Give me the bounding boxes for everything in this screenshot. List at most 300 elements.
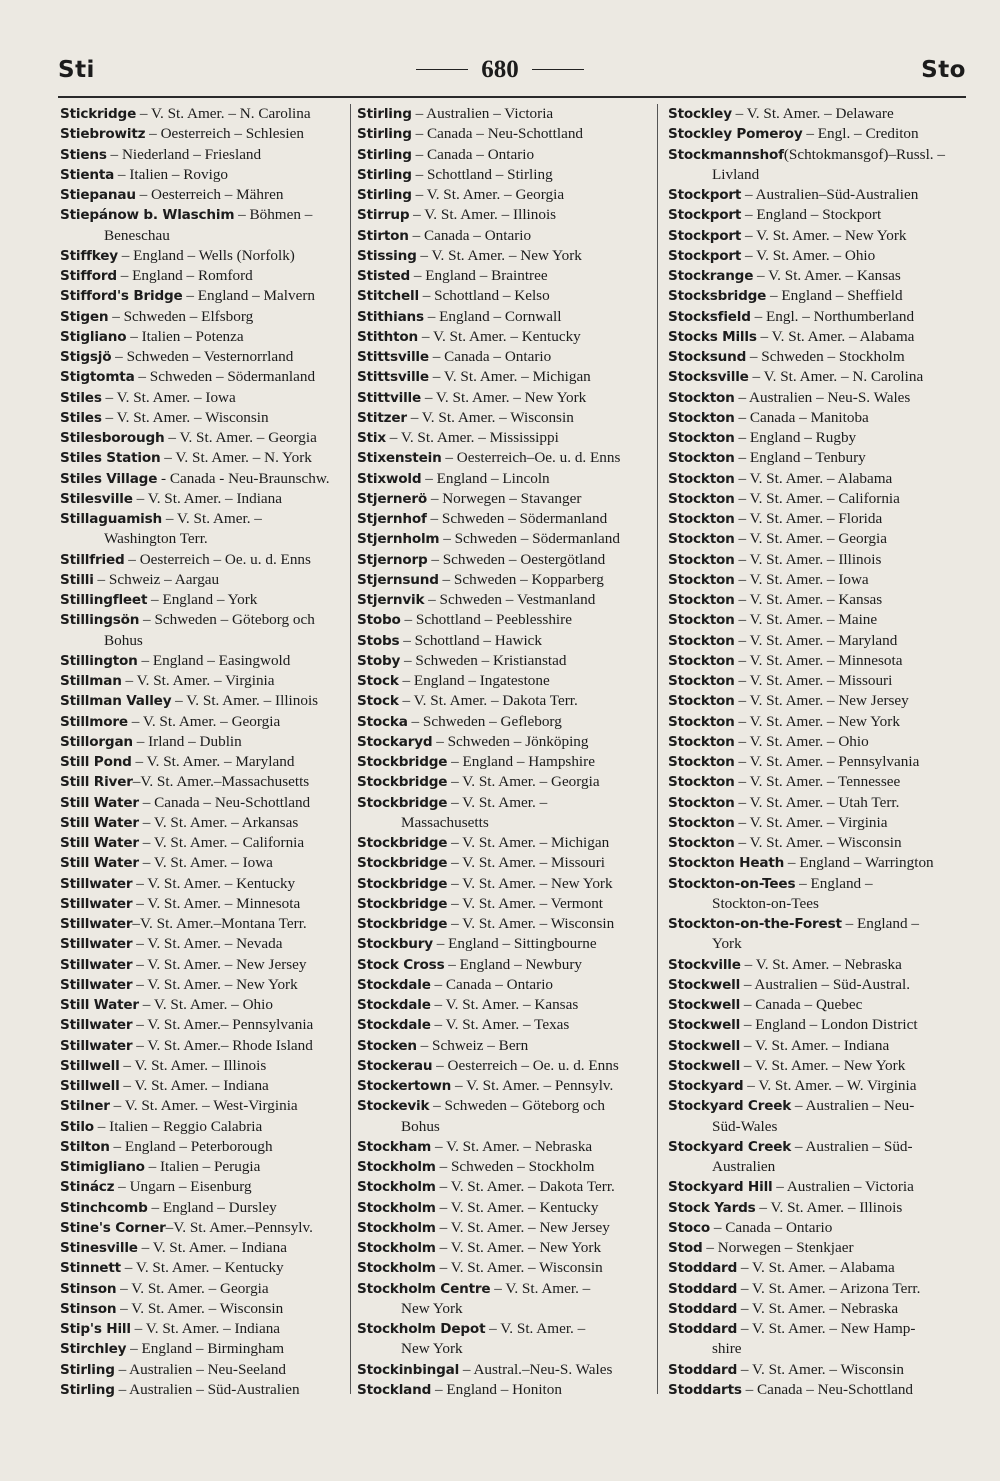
entry-headword: Stillington bbox=[60, 652, 138, 669]
entry-headword: Stock bbox=[357, 693, 399, 710]
entry-headword: Stockton-on-the-Forest bbox=[668, 916, 842, 932]
gazetteer-entry bbox=[668, 145, 968, 186]
entry-headword: Stiens bbox=[60, 146, 107, 163]
entry-location: – V. St. Amer. – Indiana bbox=[740, 1036, 890, 1054]
entry-headword: Stinchcomb bbox=[60, 1199, 148, 1216]
entry-location: – V. St. Amer. – Maine bbox=[734, 611, 878, 629]
entry-location: – V. St. Amer. – Indiana bbox=[132, 489, 282, 507]
entry-location: – V. St. Amer. – Illinois bbox=[409, 206, 557, 224]
gazetteer-entry bbox=[668, 1380, 968, 1400]
gazetteer-entry bbox=[668, 1319, 968, 1360]
entry-location: – V. St. Amer. – Indiana bbox=[130, 1320, 281, 1337]
gazetteer-entry bbox=[357, 509, 653, 529]
gazetteer-entry bbox=[668, 550, 968, 570]
entry-location: – V. St. Amer. – Wisconsin bbox=[447, 915, 615, 932]
entry-location: – V. St. Amer. – Maryland bbox=[734, 631, 898, 649]
gazetteer-entry bbox=[357, 934, 653, 954]
entry-headword: Stockyard Creek bbox=[668, 1098, 792, 1115]
entry-location: – England – Romford bbox=[116, 267, 253, 284]
gazetteer-entry bbox=[357, 408, 653, 428]
gazetteer-entry bbox=[668, 185, 968, 205]
entry-location: – Engl. – Northumberland bbox=[750, 307, 915, 325]
entry-headword: Still Water bbox=[60, 997, 139, 1013]
entry-headword: Stod bbox=[668, 1240, 703, 1256]
gazetteer-entry bbox=[668, 448, 968, 468]
gazetteer-entry bbox=[357, 995, 653, 1015]
gazetteer-entry bbox=[60, 712, 348, 732]
entry-headword: Stockton bbox=[668, 592, 735, 608]
entry-headword: Stittsville bbox=[357, 349, 429, 365]
entry-headword: Stitchell bbox=[357, 288, 419, 305]
gazetteer-entry bbox=[357, 793, 653, 834]
gazetteer-entry bbox=[668, 631, 968, 651]
entry-location: – Schweden – Södermanland bbox=[134, 368, 316, 386]
gazetteer-entry bbox=[60, 1299, 348, 1319]
gazetteer-entry bbox=[357, 712, 653, 732]
entry-location: – V. St. Amer. – bbox=[162, 510, 262, 527]
gazetteer-entry bbox=[60, 874, 348, 894]
entry-location: – V. St. Amer. – Virginia bbox=[121, 672, 275, 689]
gazetteer-entry bbox=[357, 1157, 653, 1177]
entry-continuation: Livland bbox=[712, 165, 760, 183]
gazetteer-entry bbox=[668, 853, 968, 873]
entry-location: – Niederland – Friesland bbox=[106, 145, 262, 163]
gazetteer-entry bbox=[60, 671, 348, 691]
entry-location: – Canada – Ontario bbox=[408, 226, 532, 244]
entry-headword: Stillmore bbox=[60, 713, 128, 730]
entry-headword: Stirling bbox=[357, 187, 412, 203]
entry-location: – V. St. Amer. – Kansas bbox=[753, 267, 901, 284]
gazetteer-entry bbox=[60, 1198, 348, 1218]
gazetteer-entry bbox=[357, 752, 653, 772]
gazetteer-entry bbox=[60, 1279, 348, 1299]
gazetteer-entry bbox=[668, 975, 968, 995]
page-number-header bbox=[400, 50, 600, 90]
gazetteer-entry bbox=[60, 1380, 348, 1400]
gazetteer-entry bbox=[60, 1076, 348, 1096]
entry-location: – England – Easingwold bbox=[137, 651, 291, 669]
entry-location: – V. St. Amer. – Pennsylvania bbox=[734, 753, 920, 770]
entry-location: – England – bbox=[841, 915, 919, 932]
entry-headword: Stillwater bbox=[60, 875, 133, 892]
gazetteer-entry bbox=[60, 1137, 348, 1157]
gazetteer-entry bbox=[60, 388, 348, 408]
entry-location: – V. St. Amer. – Arkansas bbox=[138, 813, 299, 831]
gazetteer-entry bbox=[668, 509, 968, 529]
entry-location: – Canada – Ontario bbox=[428, 348, 552, 365]
entry-location: – England – Malvern bbox=[182, 287, 315, 305]
gazetteer-entry bbox=[668, 1299, 968, 1319]
entry-headword: Stjernhof bbox=[357, 511, 427, 527]
entry-headword: Stockholm Depot bbox=[357, 1321, 486, 1337]
entry-location: – V. St. Amer.– Pennsylvania bbox=[132, 1016, 314, 1034]
entry-headword: Stixwold bbox=[357, 470, 422, 487]
entry-headword: Stithton bbox=[357, 328, 419, 345]
gazetteer-entry bbox=[60, 732, 348, 752]
entry-headword: Stillwell bbox=[60, 1078, 120, 1094]
entry-headword: Stiles Village bbox=[60, 470, 158, 487]
entry-location: – V. St. Amer. – W. Virginia bbox=[743, 1077, 917, 1094]
gazetteer-entry bbox=[357, 1319, 653, 1360]
entry-continuation: Bohus bbox=[104, 631, 143, 649]
gazetteer-entry bbox=[668, 1096, 968, 1137]
entry-location: – V. St. Amer. – bbox=[490, 1279, 591, 1297]
entry-headword: Stockbridge bbox=[357, 916, 448, 932]
entry-location: – V. St. Amer. – Missouri bbox=[447, 854, 605, 872]
entry-headword: Stockbury bbox=[357, 936, 433, 953]
entry-continuation: New York bbox=[401, 1340, 463, 1358]
entry-headword: Stixenstein bbox=[357, 450, 442, 467]
entry-continuation: New York bbox=[401, 1299, 463, 1317]
entry-location: – V. St. Amer. – Kentucky bbox=[132, 874, 296, 892]
entry-headword: Stickridge bbox=[60, 106, 137, 122]
header-dash-left bbox=[416, 69, 468, 70]
entry-location: – V. St. Amer. – Ohio bbox=[138, 996, 273, 1013]
entry-continuation: Stockton-on-Tees bbox=[712, 894, 819, 912]
entry-headword: Stockton bbox=[668, 470, 735, 487]
gazetteer-entry bbox=[60, 286, 348, 306]
entry-location: – Australien – Süd-Australien bbox=[114, 1380, 300, 1398]
gazetteer-entry bbox=[668, 955, 968, 975]
entry-location: – V. St. Amer. – Indiana bbox=[137, 1239, 287, 1256]
entry-headword: Stockerau bbox=[357, 1057, 433, 1074]
entry-location: – V. St. Amer. – Minnesota bbox=[734, 651, 903, 669]
entry-location: – England – York bbox=[147, 591, 258, 608]
gazetteer-entry bbox=[60, 1177, 348, 1197]
gazetteer-entry bbox=[60, 934, 348, 954]
entry-headword: Stigliano bbox=[60, 328, 127, 345]
entry-headword: Stigsjö bbox=[60, 349, 112, 365]
entry-location: – V. St. Amer. – Illinois bbox=[734, 550, 882, 568]
entry-headword: Stockwell bbox=[668, 1057, 741, 1074]
entry-headword: Stobs bbox=[357, 632, 400, 649]
entry-location: – England – Ingatestone bbox=[398, 672, 550, 689]
column-divider bbox=[657, 104, 658, 1394]
entry-location: – Italien – Perugia bbox=[144, 1158, 261, 1175]
entry-headword: Stirton bbox=[357, 227, 409, 244]
entry-location: – Oesterreich – Oe. u. d. Enns bbox=[124, 550, 311, 568]
entry-location: – V. St. Amer. – Wisconsin bbox=[435, 1259, 603, 1277]
entry-location: – Canada – Manitoba bbox=[734, 408, 869, 426]
gazetteer-entry bbox=[668, 793, 968, 813]
entry-headword: Stock Yards bbox=[668, 1199, 756, 1216]
entry-headword: Stoddard bbox=[668, 1260, 738, 1277]
entry-headword: Stockville bbox=[668, 956, 741, 973]
entry-headword: Stilesville bbox=[60, 490, 133, 507]
gazetteer-entry bbox=[60, 327, 348, 347]
entry-location: – England – Dursley bbox=[147, 1198, 277, 1216]
gazetteer-entry bbox=[60, 347, 348, 367]
gazetteer-entry bbox=[668, 529, 968, 549]
entry-headword: Stillwater bbox=[60, 976, 133, 993]
gazetteer-entry bbox=[60, 651, 348, 671]
gazetteer-entry bbox=[60, 448, 348, 468]
entry-headword: Stine's Corner bbox=[60, 1219, 166, 1236]
entry-continuation: Süd-Wales bbox=[712, 1117, 778, 1135]
entry-location: - Canada - Neu-Braunschw. bbox=[157, 469, 330, 487]
entry-headword: Stillingfleet bbox=[60, 592, 148, 608]
column-2 bbox=[357, 104, 653, 1400]
gazetteer-entry bbox=[357, 914, 653, 934]
entry-headword: Stirling bbox=[60, 1381, 115, 1398]
entry-location: – V. St. Amer. – Mississippi bbox=[385, 429, 559, 446]
gazetteer-entry bbox=[357, 185, 653, 205]
entry-headword: Stockmannshof bbox=[668, 146, 784, 163]
gazetteer-entry bbox=[60, 469, 348, 489]
gazetteer-entry bbox=[357, 955, 653, 975]
entry-headword: Stjernorp bbox=[357, 551, 428, 568]
entry-headword: Stockton bbox=[668, 673, 735, 689]
gazetteer-entry bbox=[357, 1198, 653, 1218]
entry-headword: Stillwater bbox=[60, 956, 133, 973]
entry-location: – Schweden – Jönköping bbox=[432, 732, 589, 750]
gazetteer-entry bbox=[357, 104, 653, 124]
entry-headword: Stockbridge bbox=[357, 794, 448, 811]
gazetteer-entry bbox=[357, 874, 653, 894]
gazetteer-entry bbox=[357, 691, 653, 711]
entry-location: – V. St. Amer. – Wisconsin bbox=[737, 1360, 905, 1378]
entry-headword: Stockton bbox=[668, 531, 735, 548]
entry-location: – Böhmen – bbox=[234, 206, 313, 224]
entry-location: –V. St. Amer.–Montana Terr. bbox=[132, 915, 307, 932]
gazetteer-entry bbox=[357, 732, 653, 752]
gazetteer-entry bbox=[668, 590, 968, 610]
entry-location: – England – Lincoln bbox=[421, 469, 550, 487]
entry-headword: Stisted bbox=[357, 268, 411, 284]
entry-location: – Italien – Potenza bbox=[126, 327, 244, 345]
gazetteer-entry bbox=[60, 124, 348, 144]
running-head-left: Sti bbox=[58, 57, 95, 83]
gazetteer-entry bbox=[668, 1177, 968, 1197]
gazetteer-entry bbox=[668, 1279, 968, 1299]
entry-headword: Stockinbingal bbox=[357, 1361, 460, 1378]
gazetteer-entry bbox=[60, 1339, 348, 1359]
entry-location: – V. St. Amer. – Tennessee bbox=[734, 773, 901, 791]
entry-headword: Stockbridge bbox=[357, 774, 448, 791]
entry-headword: Stocken bbox=[357, 1037, 417, 1054]
gazetteer-entry bbox=[668, 874, 968, 915]
entry-location: – England – Peterborough bbox=[109, 1137, 273, 1155]
gazetteer-entry bbox=[357, 833, 653, 853]
gazetteer-entry bbox=[357, 266, 653, 286]
gazetteer-entry bbox=[60, 610, 348, 651]
entry-location: – V. St. Amer. – Wisconsin bbox=[101, 408, 269, 426]
entry-location: – England – London District bbox=[740, 1016, 918, 1034]
entry-location: – Engl. – Crediton bbox=[802, 125, 919, 143]
gazetteer-entry bbox=[60, 307, 348, 327]
gazetteer-entry bbox=[668, 367, 968, 387]
entry-headword: Stockbridge bbox=[357, 835, 448, 851]
entry-headword: Stockholm bbox=[357, 1159, 436, 1175]
entry-location: – Australien – Süd-Austral. bbox=[740, 975, 911, 993]
gazetteer-entry bbox=[60, 691, 348, 711]
entry-location: – Schweden – Elfsborg bbox=[108, 307, 254, 325]
entry-location: – Schottland – Stirling bbox=[411, 165, 553, 183]
entry-headword: Still Water bbox=[60, 855, 139, 872]
entry-headword: Stockholm bbox=[357, 1219, 436, 1236]
entry-headword: Stockton bbox=[668, 794, 735, 811]
gazetteer-entry bbox=[668, 671, 968, 691]
entry-headword: Stocksbridge bbox=[668, 288, 767, 305]
entry-headword: Stockholm bbox=[357, 1260, 436, 1277]
entry-headword: Stjernholm bbox=[357, 531, 440, 548]
entry-location: – Australien – Victoria bbox=[772, 1178, 914, 1196]
entry-headword: Stockdale bbox=[357, 976, 431, 993]
entry-location: – England – Honiton bbox=[431, 1380, 562, 1398]
entry-headword: Stock Cross bbox=[357, 956, 445, 973]
entry-headword: Stobo bbox=[357, 612, 401, 629]
entry-location: – V. St. Amer. – New York bbox=[740, 1056, 906, 1074]
entry-headword: Stinácz bbox=[60, 1179, 115, 1196]
entry-headword: Stockton bbox=[668, 612, 735, 629]
entry-headword: Stockyard Creek bbox=[668, 1138, 792, 1155]
gazetteer-entry bbox=[357, 448, 653, 468]
gazetteer-entry bbox=[357, 145, 653, 165]
gazetteer-entry bbox=[357, 1279, 653, 1320]
gazetteer-entry bbox=[357, 428, 653, 448]
entry-headword: Stockton bbox=[668, 652, 735, 669]
entry-headword: Stirchley bbox=[60, 1341, 127, 1358]
gazetteer-entry bbox=[60, 104, 348, 124]
entry-headword: Stockley bbox=[668, 106, 732, 122]
entry-location: – V. St. Amer. – Georgia bbox=[411, 186, 565, 203]
gazetteer-entry bbox=[60, 1238, 348, 1258]
entry-headword: Stigtomta bbox=[60, 369, 135, 386]
entry-location: – V. St. Amer. – Georgia bbox=[127, 712, 281, 730]
entry-headword: Still Water bbox=[60, 835, 139, 851]
gazetteer-entry bbox=[668, 347, 968, 367]
gazetteer-entry bbox=[60, 1015, 348, 1035]
entry-location: – Schottland – Kelso bbox=[418, 287, 550, 305]
entry-headword: Still Pond bbox=[60, 754, 132, 770]
gazetteer-entry bbox=[357, 1380, 653, 1400]
gazetteer-entry bbox=[668, 772, 968, 792]
entry-headword: Stienta bbox=[60, 166, 115, 183]
entry-headword: Stockton-on-Tees bbox=[668, 875, 796, 892]
entry-headword: Stirling bbox=[357, 166, 412, 183]
entry-location: – Canada – Neu-Schottland bbox=[741, 1380, 914, 1398]
entry-location: – V. St. Amer. – Georgia bbox=[164, 429, 317, 446]
entry-location: – V. St. Amer. – Illinois bbox=[119, 1056, 267, 1074]
entry-location: – V. St. Amer. – New York bbox=[435, 1239, 602, 1256]
entry-location: – V. St. Amer. – New York bbox=[421, 388, 587, 406]
entry-location: – England – Stockport bbox=[741, 206, 882, 224]
entry-location: – England – Sheffield bbox=[766, 287, 903, 305]
entry-location: – Schottland – Hawick bbox=[399, 631, 543, 649]
entry-headword: Stockwell bbox=[668, 997, 741, 1013]
entry-location: – V. St. Amer. – Georgia bbox=[734, 530, 887, 548]
entry-location: – Schweden – Vesternorrland bbox=[111, 348, 294, 365]
entry-location: – England – Warrington bbox=[784, 854, 934, 872]
gazetteer-entry bbox=[357, 165, 653, 185]
entry-headword: Stillman Valley bbox=[60, 693, 172, 710]
entry-headword: Stockholm Centre bbox=[357, 1280, 491, 1297]
entry-location: – Canada – Neu-Schottland bbox=[411, 125, 584, 143]
entry-location: – V. St. Amer. – bbox=[485, 1320, 586, 1337]
gazetteer-entry bbox=[357, 246, 653, 266]
entry-location: – England – Newbury bbox=[444, 955, 582, 973]
entry-headword: Stoddarts bbox=[668, 1381, 742, 1398]
gazetteer-entry bbox=[60, 489, 348, 509]
gazetteer-entry bbox=[357, 590, 653, 610]
gazetteer-entry bbox=[60, 1319, 348, 1339]
entry-continuation: Australien bbox=[712, 1158, 776, 1175]
gazetteer-entry bbox=[668, 691, 968, 711]
entry-location: – V. St. Amer. – Kansas bbox=[734, 591, 883, 608]
gazetteer-entry bbox=[60, 955, 348, 975]
entry-headword: Stillwater bbox=[60, 1037, 133, 1054]
gazetteer-entry bbox=[60, 266, 348, 286]
gazetteer-entry bbox=[668, 752, 968, 772]
entry-location: – V. St. Amer. – Kentucky bbox=[418, 327, 581, 345]
entry-location: – Schweiz – Aargau bbox=[93, 570, 220, 588]
entry-headword: Stittsville bbox=[357, 369, 429, 386]
entry-headword: Stockbridge bbox=[357, 895, 448, 912]
gazetteer-entry bbox=[668, 1036, 968, 1056]
gazetteer-entry bbox=[60, 550, 348, 570]
entry-headword: Stillwater bbox=[60, 916, 133, 932]
gazetteer-entry bbox=[668, 388, 968, 408]
gazetteer-entry bbox=[668, 1076, 968, 1096]
entry-location: – Italien – Rovigo bbox=[114, 165, 229, 183]
entry-headword: Stockholm bbox=[357, 1179, 436, 1196]
gazetteer-entry bbox=[357, 1056, 653, 1076]
gazetteer-entry bbox=[668, 205, 968, 225]
entry-headword: Stilton bbox=[60, 1138, 110, 1155]
entry-location: – V. St. Amer. – Michigan bbox=[428, 368, 591, 386]
entry-headword: Stockton bbox=[668, 754, 735, 770]
gazetteer-entry bbox=[668, 1360, 968, 1380]
entry-headword: Stockport bbox=[668, 227, 742, 244]
entry-headword: Stirling bbox=[357, 126, 412, 143]
entry-location: – V. St. Amer. – New Jersey bbox=[132, 955, 307, 973]
entry-headword: Stillfried bbox=[60, 551, 125, 568]
gazetteer-entry bbox=[357, 307, 653, 327]
entry-headword: Stilo bbox=[60, 1118, 94, 1135]
entry-headword: Stockton bbox=[668, 713, 735, 730]
entry-headword: Stockdale bbox=[357, 997, 431, 1013]
gazetteer-entry bbox=[60, 914, 348, 934]
entry-location: – V. St. Amer. – Nevada bbox=[132, 935, 283, 953]
entry-location: – V. St. Amer. – New York bbox=[447, 874, 613, 892]
entry-headword: Stilner bbox=[60, 1098, 110, 1115]
gazetteer-entry bbox=[357, 1177, 653, 1197]
entry-headword: Stockdale bbox=[357, 1017, 431, 1034]
entry-location: – V. St. Amer. – Nebraska bbox=[737, 1299, 899, 1317]
entry-location: – V. St. Amer. – Iowa bbox=[101, 388, 236, 406]
entry-location: – Schweden – Södermanland bbox=[426, 510, 608, 527]
gazetteer-entry bbox=[60, 1218, 348, 1238]
gazetteer-entry bbox=[357, 550, 653, 570]
gazetteer-entry bbox=[668, 307, 968, 327]
entry-headword: Stiffkey bbox=[60, 247, 118, 264]
running-head-right: Sto bbox=[921, 57, 966, 83]
header-dash-right bbox=[532, 69, 584, 70]
gazetteer-entry bbox=[60, 1056, 348, 1076]
gazetteer-entry bbox=[668, 246, 968, 266]
gazetteer-entry bbox=[668, 1056, 968, 1076]
entry-headword: Stocksfield bbox=[668, 308, 751, 325]
entry-location: – Schweden – Gefleborg bbox=[407, 712, 562, 730]
gazetteer-entry bbox=[60, 995, 348, 1015]
entry-location: – V. St. Amer. – Nebraska bbox=[431, 1137, 593, 1155]
gazetteer-entry bbox=[668, 1238, 968, 1258]
entry-location: – V. St. Amer. – Wisconsin bbox=[734, 834, 902, 851]
gazetteer-entry bbox=[357, 631, 653, 651]
entry-location: – V. St. Amer. – N. Carolina bbox=[748, 368, 924, 386]
entry-headword: Stockport bbox=[668, 207, 742, 224]
gazetteer-entry bbox=[60, 772, 348, 792]
